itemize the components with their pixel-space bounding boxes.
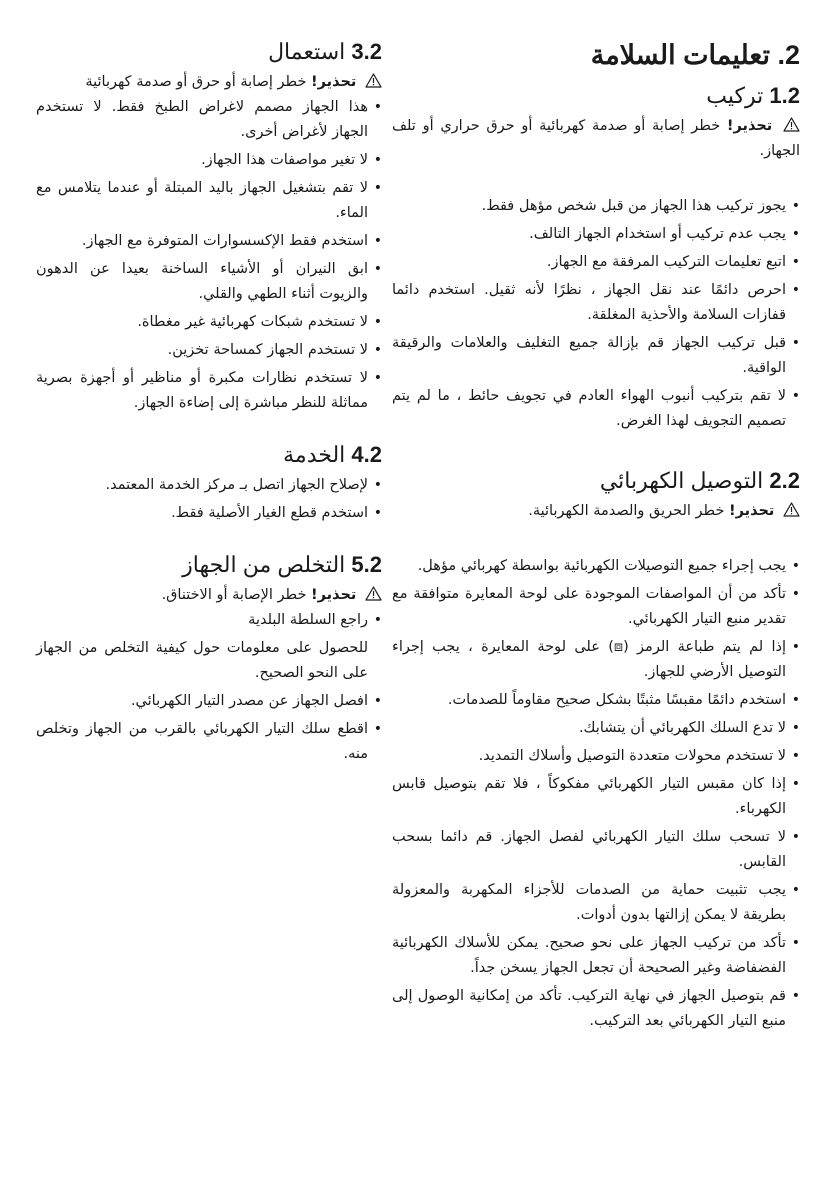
warning-disposal (36, 583, 382, 608)
warning-triangle-icon (783, 117, 800, 132)
subsection-heading-use (36, 38, 382, 66)
list-item: • اقطع سلك التيار الكهربائي بالقرب من الجهاز وتخلص منه. (36, 717, 382, 767)
electrical-list (392, 554, 800, 1034)
list-item: • لا تقم بتركيب أنبوب الهواء العادم في تجويف حائط ، ما لم يتم تصميم التجويف لهذا الغرض. (392, 384, 800, 434)
installation-list (392, 194, 800, 434)
subsection-number: 3.2 (351, 39, 382, 64)
list-item: • استخدم قطع الغيار الأصلية فقط. (36, 501, 382, 526)
subsection-heading-electrical (392, 467, 800, 495)
subsection-title: استعمال (268, 39, 346, 64)
subsection-title: التخلص من الجهاز (182, 552, 346, 577)
list-item: • احرص دائمًا عند نقل الجهاز ، نظرًا لأنه ثقيل. استخدم دائما قفازات السلامة والأحذية المغلقة. (392, 278, 800, 328)
warning-text: خطر الحريق والصدمة الكهربائية. (528, 503, 725, 519)
use-list (36, 95, 382, 416)
warning-triangle-icon (365, 73, 382, 88)
warning-label: تحذير! (729, 503, 775, 519)
list-item: • لا تستخدم شبكات كهربائية غير مغطاة. (36, 310, 382, 335)
subsection-heading-service (36, 441, 382, 469)
subsection-heading-installation (392, 82, 800, 110)
warning-electrical (392, 499, 800, 524)
list-item: • يجب تثبيت حماية من الصدمات للأجزاء المكهربة والمعزولة بطريقة لا يمكن إزالتها بدون أدوات. (392, 878, 800, 928)
list-item: • افصل الجهاز عن مصدر التيار الكهربائي. (36, 689, 382, 714)
subsection-title: تركيب (706, 83, 764, 108)
list-item: • قبل تركيب الجهاز قم بإزالة جميع التغليف والعلامات والرقيقة الواقية. (392, 331, 800, 381)
subsection-number: 5.2 (351, 552, 382, 577)
list-item: • استخدم فقط الإكسسوارات المتوفرة مع الجهاز. (36, 229, 382, 254)
service-list (36, 473, 382, 526)
list-item: • تأكد من أن المواصفات الموجودة على لوحة المعايرة متوافقة مع تقدير منبع التيار الكهربائي. (392, 582, 800, 632)
list-item: • اتبع تعليمات التركيب المرفقة مع الجهاز. (392, 250, 800, 275)
list-item: • راجع السلطة البلدية (36, 608, 382, 633)
list-item: • لا تسحب سلك التيار الكهربائي لفصل الجهاز. قم دائما بسحب القابس. (392, 825, 800, 875)
section-title-safety: 2. تعليمات السلامة (590, 40, 800, 70)
list-item: • ابق النيران أو الأشياء الساخنة بعيدا عن الدهون والزيوت أثناء الطهي والقلي. (36, 257, 382, 307)
list-item: • يجب إجراء جميع التوصيلات الكهربائية بواسطة كهربائي مؤهل. (392, 554, 800, 579)
list-item: • تأكد من تركيب الجهاز على نحو صحيح. يمكن للأسلاك الكهربائية الفضفاضة وغير الصحيحة أن تجعل الجهاز يسخن جداً. (392, 931, 800, 981)
warning-triangle-icon (783, 502, 800, 517)
subsection-number: 2.2 (769, 468, 800, 493)
warning-text: خطر إصابة أو صدمة كهربائية أو حرق حراري أو تلف الجهاز. (392, 118, 800, 159)
right-column (392, 38, 800, 1037)
list-item: • هذا الجهاز مصمم لاغراض الطبخ فقط. لا تستخدم الجهاز لأغراض أخرى. (36, 95, 382, 145)
list-item: • قم بتوصيل الجهاز في نهاية التركيب. تأكد من إمكانية الوصول إلى منبع التيار الكهربائي بعد التركيب. (392, 984, 800, 1034)
disposal-list (36, 608, 382, 633)
list-item: • إذا لم يتم طباعة الرمز (⧈) على لوحة المعايرة ، يجب إجراء التوصيل الأرضي للجهاز. (392, 635, 800, 685)
warning-use (36, 70, 382, 95)
warning-label: تحذير! (311, 587, 357, 603)
left-column (36, 38, 382, 770)
subsection-number: 4.2 (351, 442, 382, 467)
list-item: • يجوز تركيب هذا الجهاز من قبل شخص مؤهل فقط. (392, 194, 800, 219)
list-item: • لا تستخدم الجهاز كمساحة تخزين. (36, 338, 382, 363)
warning-triangle-icon (365, 586, 382, 601)
subsection-title: الخدمة (283, 442, 346, 467)
list-item: • لا تستخدم نظارات مكبرة أو مناظير أو أجهزة بصرية مماثلة للنظر مباشرة إلى إضاءة الجهاز. (36, 366, 382, 416)
list-item: • لا تقم بتشغيل الجهاز باليد المبتلة أو عندما يتلامس مع الماء. (36, 176, 382, 226)
list-item: • إذا كان مقبس التيار الكهربائي مفكوكاً ، فلا تقم بتوصيل قابس الكهرباء. (392, 772, 800, 822)
list-item: • لإصلاح الجهاز اتصل بـ مركز الخدمة المعتمد. (36, 473, 382, 498)
list-item: • يجب عدم تركيب أو استخدام الجهاز التالف. (392, 222, 800, 247)
subsection-title: التوصيل الكهربائي (599, 468, 764, 493)
disposal-item-continued: للحصول على معلومات حول كيفية التخلص من الجهاز على النحو الصحيح. (36, 640, 368, 681)
subsection-number: 1.2 (769, 83, 800, 108)
list-item: • لا تستخدم محولات متعددة التوصيل وأسلاك التمديد. (392, 744, 800, 769)
list-item: • استخدم دائمًا مقبسًا مثبتًا بشكل صحيح مقاوماً للصدمات. (392, 688, 800, 713)
disposal-list-more (36, 689, 382, 767)
warning-label: تحذير! (726, 118, 773, 134)
warning-label: تحذير! (311, 74, 357, 90)
list-item: • لا تدع السلك الكهربائي أن يتشابك. (392, 716, 800, 741)
warning-text: خطر الإصابة أو الاختناق. (161, 587, 307, 603)
warning-text: خطر إصابة أو حرق أو صدمة كهربائية (85, 74, 307, 90)
list-item: • لا تغير مواصفات هذا الجهاز. (36, 148, 382, 173)
warning-installation (392, 114, 800, 164)
subsection-heading-disposal (36, 551, 382, 579)
